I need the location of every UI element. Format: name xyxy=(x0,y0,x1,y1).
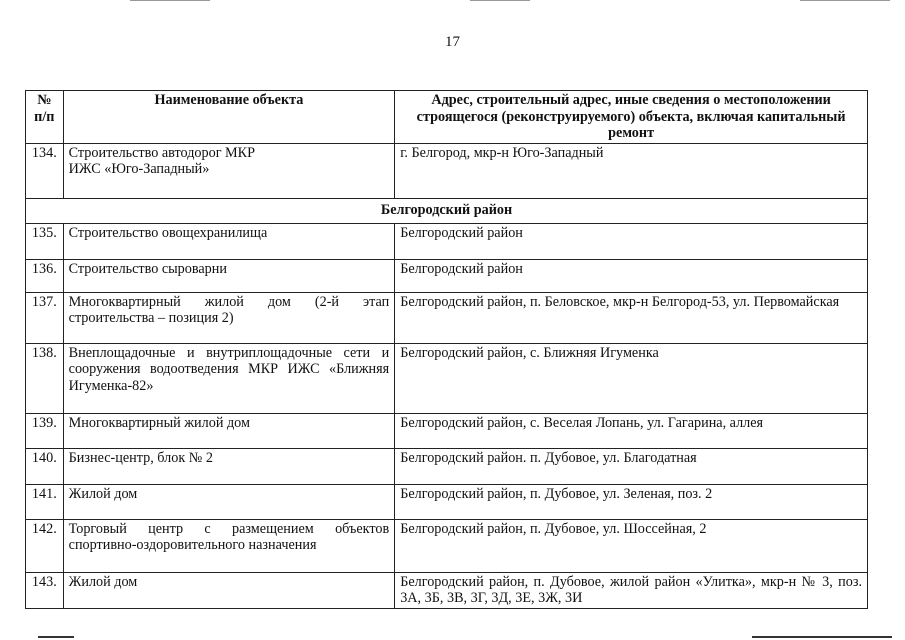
header-address: Адрес, строительный адрес, иные сведения о местоположении строящегося (реконструируемого) объекта, включая капитальный ремонт xyxy=(395,91,868,144)
row-name: Строительство автодорог МКР ИЖС «Юго-Западный» xyxy=(63,143,395,198)
row-num: 138. xyxy=(26,343,64,413)
row-address: Белгородский район, п. Беловское, мкр-н Белгород-53, ул. Первомайская xyxy=(395,292,868,343)
row-name: Жилой дом xyxy=(63,572,395,608)
row-address: г. Белгород, мкр-н Юго-Западный xyxy=(395,143,868,198)
row-name: Внеплощадочные и внутриплощадочные сети и сооружения водоотведения МКР ИЖС «Ближняя Игуменка-82» xyxy=(63,343,395,413)
table-row xyxy=(26,259,868,292)
page-number: 17 xyxy=(445,34,460,50)
table-row xyxy=(26,143,868,198)
row-address: Белгородский район, п. Дубовое, ул. Зеленая, поз. 2 xyxy=(395,484,868,519)
scan-artifact-line xyxy=(752,636,892,638)
row-num: 134. xyxy=(26,143,64,198)
row-name: Строительство овощехранилища xyxy=(63,223,395,259)
scan-artifact-line xyxy=(38,636,74,638)
row-num: 139. xyxy=(26,413,64,448)
row-name: Жилой дом xyxy=(63,484,395,519)
section-title: Белгородский район xyxy=(26,198,868,223)
objects-table xyxy=(25,90,868,609)
row-num: 143. xyxy=(26,572,64,608)
row-num: 135. xyxy=(26,223,64,259)
row-name: Бизнес-центр, блок № 2 xyxy=(63,448,395,484)
table-row xyxy=(26,484,868,519)
table-row xyxy=(26,223,868,259)
scan-artifact-line xyxy=(130,0,210,1)
row-address: Белгородский район, п. Дубовое, ул. Шоссейная, 2 xyxy=(395,519,868,572)
row-address: Белгородский район, с. Ближняя Игуменка xyxy=(395,343,868,413)
table-header-row xyxy=(26,91,868,144)
scan-artifact-line xyxy=(470,0,530,1)
row-address: Белгородский район xyxy=(395,259,868,292)
row-address: Белгородский район xyxy=(395,223,868,259)
table-row xyxy=(26,413,868,448)
row-name: Строительство сыроварни xyxy=(63,259,395,292)
row-name: Многоквартирный жилой дом (2-й этап строительства – позиция 2) xyxy=(63,292,395,343)
table-row xyxy=(26,448,868,484)
row-address: Белгородский район, п. Дубовое, жилой район «Улитка», мкр-н № 3, поз. 3А, 3Б, 3В, 3Г, 3Д, 3Е, 3Ж, 3И xyxy=(395,572,868,608)
table-row xyxy=(26,572,868,608)
scan-artifact-line xyxy=(800,0,890,1)
row-address: Белгородский район, с. Веселая Лопань, ул. Гагарина, аллея xyxy=(395,413,868,448)
row-num: 140. xyxy=(26,448,64,484)
header-num: № п/п xyxy=(26,91,64,144)
row-num: 141. xyxy=(26,484,64,519)
row-address: Белгородский район. п. Дубовое, ул. Благодатная xyxy=(395,448,868,484)
row-num: 137. xyxy=(26,292,64,343)
section-row xyxy=(26,198,868,223)
row-name: Торговый центр с размещением объектов спортивно-оздоровительного назначения xyxy=(63,519,395,572)
table-row xyxy=(26,292,868,343)
row-num: 136. xyxy=(26,259,64,292)
header-name: Наименование объекта xyxy=(63,91,395,144)
table-row xyxy=(26,343,868,413)
row-num: 142. xyxy=(26,519,64,572)
table-row xyxy=(26,519,868,572)
row-name: Многоквартирный жилой дом xyxy=(63,413,395,448)
